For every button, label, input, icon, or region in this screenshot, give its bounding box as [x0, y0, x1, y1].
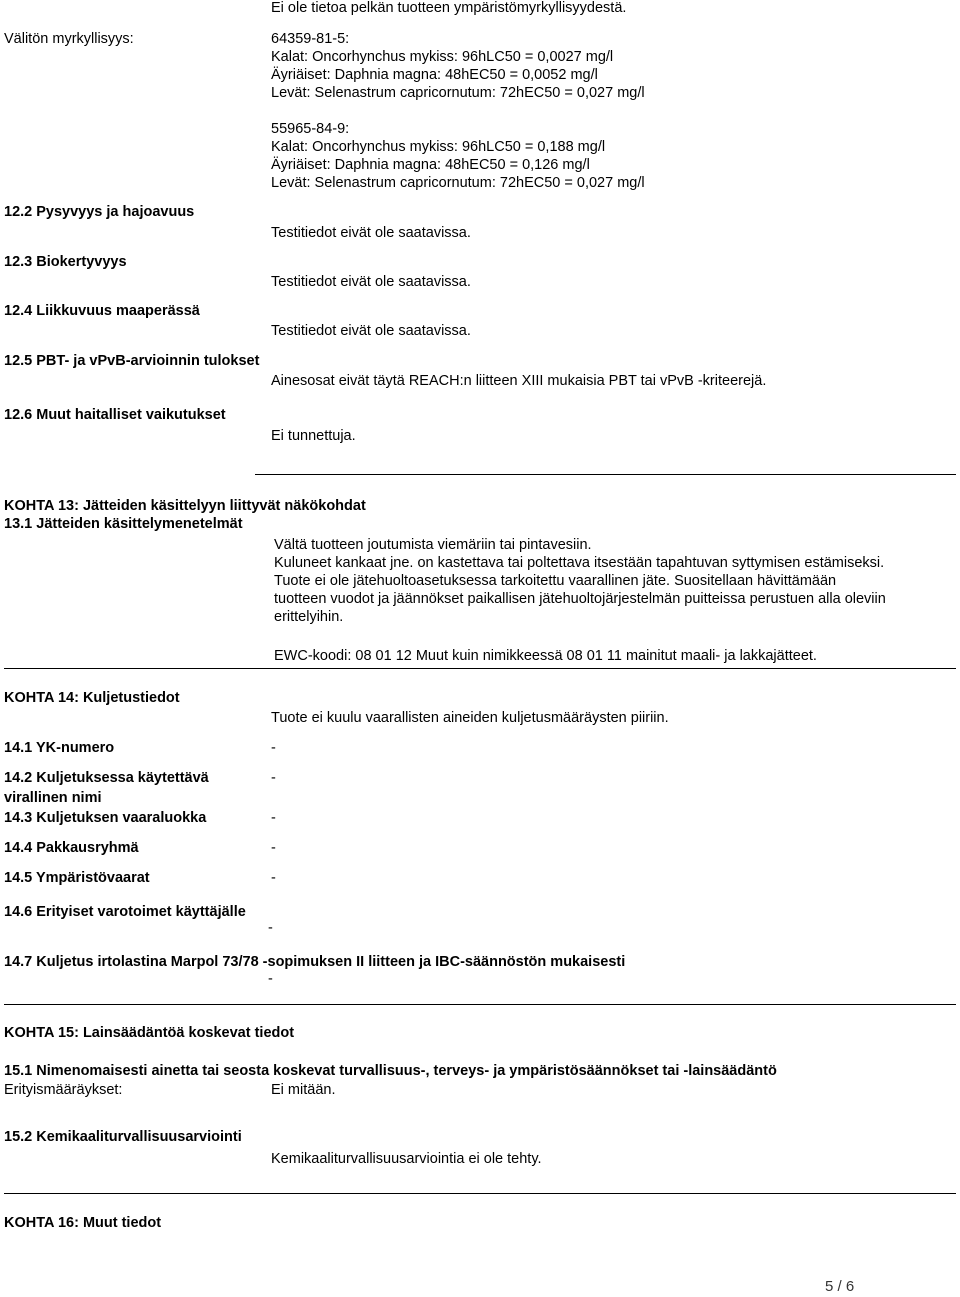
section-14-6-value: - — [268, 920, 273, 936]
section-15-2-label: 15.2 Kemikaaliturvallisuusarviointi — [4, 1129, 242, 1145]
page-number: 5 / 6 — [825, 1278, 855, 1295]
text-line: Tuote ei ole jätehuoltoasetuksessa tarkoitettu vaarallinen jäte. Suositellaan hävittämään — [274, 573, 837, 589]
section-12-3-label: 12.3 Biokertyvyys — [4, 254, 127, 270]
acute-toxicity-block-1 — [271, 30, 645, 102]
special-provisions-value: Ei mitään. — [271, 1082, 336, 1098]
section-15-heading: KOHTA 15: Lainsäädäntöä koskevat tiedot — [4, 1025, 295, 1041]
fish-line: Kalat: Oncorhynchus mykiss: 96hLC50 = 0,188 mg/l — [271, 139, 606, 155]
section-14-3-label: 14.3 Kuljetuksen vaaraluokka — [4, 810, 207, 826]
crustacean-line: Äyriäiset: Daphnia magna: 48hEC50 = 0,126 mg/l — [271, 157, 590, 173]
acute-toxicity-block-2 — [271, 120, 645, 192]
fish-line: Kalat: Oncorhynchus mykiss: 96hLC50 = 0,0027 mg/l — [271, 49, 614, 65]
special-provisions-label: Erityismääräykset: — [4, 1082, 123, 1098]
section-14-heading: KOHTA 14: Kuljetustiedot — [4, 690, 180, 706]
algae-line: Levät: Selenastrum capricornutum: 72hEC50 = 0,027 mg/l — [271, 85, 645, 101]
section-14-7-value: - — [268, 971, 273, 987]
section-14-7-label: 14.7 Kuljetus irtolastina Marpol 73/78 -sopimuksen II liitteen ja IBC-säännöstön mukaisesti — [4, 954, 626, 970]
text-line: Vältä tuotteen joutumista viemäriin tai pintavesiin. — [274, 537, 592, 553]
algae-line: Levät: Selenastrum capricornutum: 72hEC50 = 0,027 mg/l — [271, 175, 645, 191]
section-14-4-value: - — [271, 840, 276, 856]
section-14-2-label-line1: 14.2 Kuljetuksessa käytettävä — [4, 770, 209, 786]
section-14-2-label-line2: virallinen nimi — [4, 790, 102, 806]
section-13-heading: KOHTA 13: Jätteiden käsittelyyn liittyvät näkökohdat — [4, 498, 366, 514]
waste-treatment-text — [274, 536, 886, 626]
acute-toxicity-label: Välitön myrkyllisyys: — [4, 31, 134, 47]
section-divider — [4, 1193, 956, 1194]
cas-line: 64359-81-5: — [271, 31, 350, 47]
section-14-6-label: 14.6 Erityiset varotoimet käyttäjälle — [4, 904, 246, 920]
section-15-2-value: Kemikaaliturvallisuusarviointia ei ole tehty. — [271, 1151, 542, 1167]
section-14-1-label: 14.1 YK-numero — [4, 740, 115, 756]
section-13-1-label: 13.1 Jätteiden käsittelymenetelmät — [4, 516, 243, 532]
ecotox-intro-text: Ei ole tietoa pelkän tuotteen ympäristömyrkyllisyydestä. — [271, 0, 627, 16]
section-14-5-label: 14.5 Ympäristövaarat — [4, 870, 150, 886]
section-12-6-label: 12.6 Muut haitalliset vaikutukset — [4, 407, 226, 423]
section-12-5-label: 12.5 PBT- ja vPvB-arvioinnin tulokset — [4, 353, 260, 369]
section-14-4-label: 14.4 Pakkausryhmä — [4, 840, 139, 856]
section-14-5-value: - — [271, 870, 276, 886]
section-12-4-value: Testitiedot eivät ole saatavissa. — [271, 323, 471, 339]
section-divider — [255, 474, 956, 475]
section-12-6-value: Ei tunnettuja. — [271, 428, 356, 444]
cas-line: 55965-84-9: — [271, 121, 350, 137]
text-line: erittelyihin. — [274, 609, 344, 625]
section-divider — [4, 668, 956, 669]
section-15-1-label: 15.1 Nimenomaisesti ainetta tai seosta koskevat turvallisuus-, terveys- ja ympäristösäännökset tai -lainsäädäntö — [4, 1063, 777, 1079]
transport-note: Tuote ei kuulu vaarallisten aineiden kuljetusmääräysten piiriin. — [271, 710, 669, 726]
section-divider — [4, 1004, 956, 1005]
ewc-code: EWC-koodi: 08 01 12 Muut kuin nimikkeessä 08 01 11 mainitut maali- ja lakkajätteet. — [274, 648, 817, 664]
section-12-4-label: 12.4 Liikkuvuus maaperässä — [4, 303, 200, 319]
section-12-2-label: 12.2 Pysyvyys ja hajoavuus — [4, 204, 195, 220]
section-14-1-value: - — [271, 740, 276, 756]
section-14-3-value: - — [271, 810, 276, 826]
text-line: tuotteen vuodot ja jäännökset paikallisen jätehuoltojärjestelmän puitteissa perustuen alla oleviin — [274, 591, 886, 607]
text-line: Kuluneet kankaat jne. on kastettava tai poltettava itsestään tapahtuvan syttymisen estämiseksi. — [274, 555, 885, 571]
section-12-5-value: Ainesosat eivät täytä REACH:n liitteen XIII mukaisia PBT tai vPvB -kriteerejä. — [271, 373, 767, 389]
crustacean-line: Äyriäiset: Daphnia magna: 48hEC50 = 0,0052 mg/l — [271, 67, 598, 83]
section-12-2-value: Testitiedot eivät ole saatavissa. — [271, 225, 471, 241]
section-16-heading: KOHTA 16: Muut tiedot — [4, 1215, 162, 1231]
section-12-3-value: Testitiedot eivät ole saatavissa. — [271, 274, 471, 290]
section-14-2-value: - — [271, 770, 276, 786]
